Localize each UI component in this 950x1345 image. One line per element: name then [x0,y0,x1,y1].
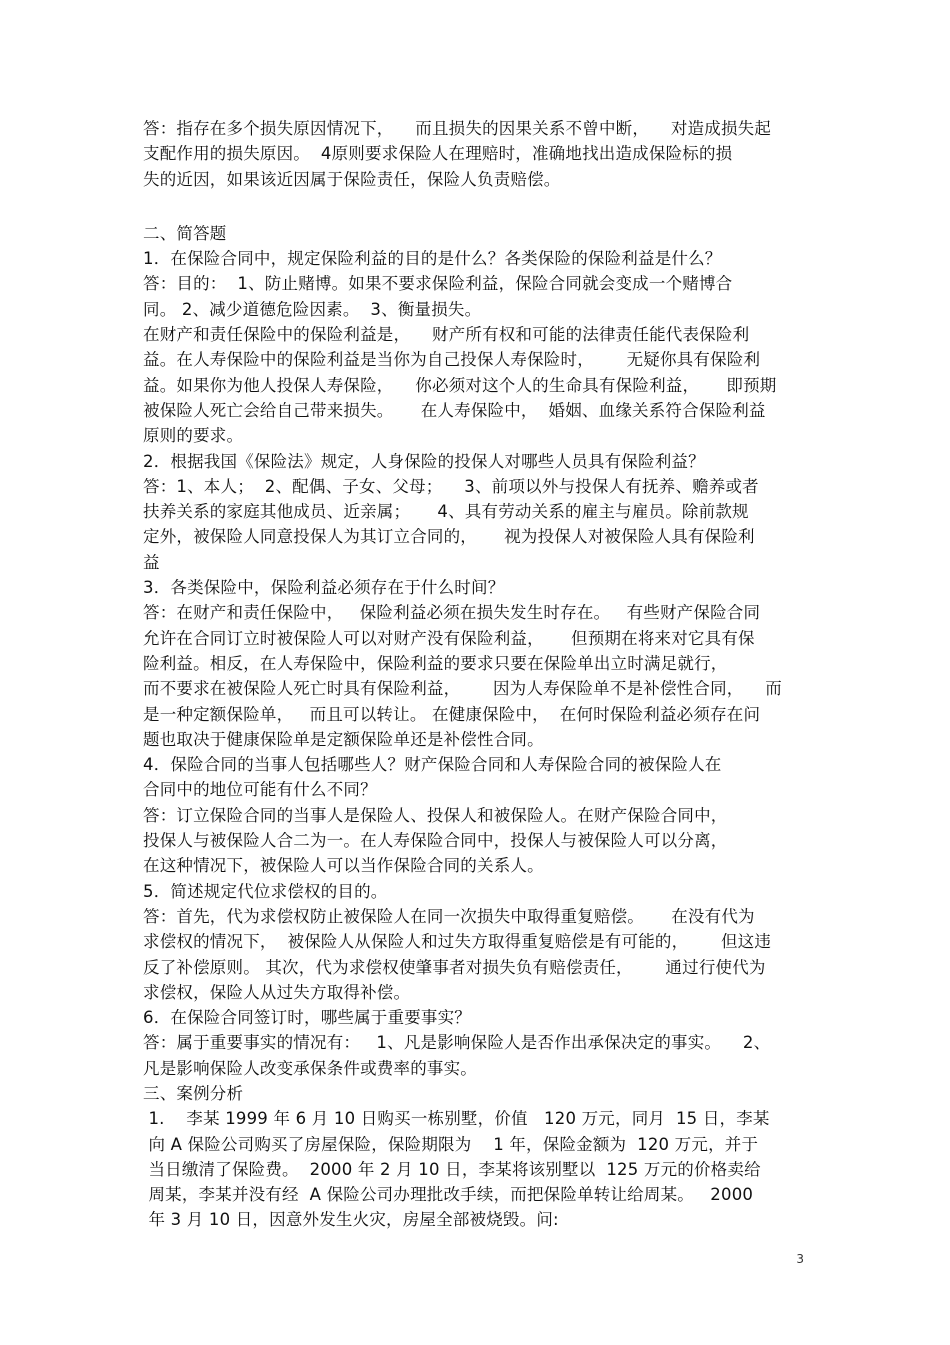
text-line: 险利益。相反，在人寿保险中，保险利益的要求只要在保险单出立时满足就行， [143,653,728,673]
text-line: 反了补偿原则。 其次，代为求偿权使肇事者对损失负有赔偿责任， 通过行使代为 [143,957,766,977]
text-line: 答：目的： 1、防止赌博。如果不要求保险利益，保险合同就会变成一个赌博合 [143,274,733,294]
case-text: 年 3 月 10 日，因意外发生火灾，房屋全部被烧毁。问: [143,1210,559,1230]
text-line: 合同中的地位可能有什么不同？ [143,780,377,800]
question-5: 5．简述规定代位求偿权的目的。 [143,881,388,901]
text-line: 失的近因，如果该近因属于保险责任，保险人负责赔偿。 [143,169,561,189]
text-line: 凡是影响保险人改变承保条件或费率的事实。 [143,1058,477,1078]
section-heading: 二、简答题 [143,223,227,243]
case-text: 周某，李某并没有经 A 保险公司办理批改手续，而把保险单转让给周某。 2000 [143,1185,754,1205]
text-line: 益。在人寿保险中的保险利益是当你为自己投保人寿保险时， 无疑你具有保险利 [143,350,761,370]
text-line: 在财产和责任保险中的保险利益是， 财产所有权和可能的法律责任能代表保险利 [143,325,750,345]
text-line: 答：属于重要事实的情况有： 1、凡是影响保险人是否作出承保决定的事实。 2、 [143,1033,771,1053]
text-line: 投保人与被保险人合二为一。在人寿保险合同中，投保人与被保险人可以分离， [143,831,728,851]
page-body [143,116,813,1233]
text-line: 答：在财产和责任保险中， 保险利益必须在损失发生时存在。 有些财产保险合同 [143,603,761,623]
text-line: 答：1、本人； 2、配偶、子女、父母； 3、前项以外与投保人有抚养、赡养或者 [143,476,759,496]
text-line: 求偿权的情况下， 被保险人从保险人和过失方取得重复赔偿是有可能的， 但这违 [143,932,772,952]
text-line: 同。 2、减少道德危险因素。 3、衡量损失。 [143,299,482,319]
text-line: 扶养关系的家庭其他成员、近亲属； 4、具有劳动关系的雇主与雇员。除前款规 [143,502,749,522]
text-line: 答：首先，代为求偿权防止被保险人在同一次损失中取得重复赔偿。 在没有代为 [143,906,755,926]
text-line: 而不要求在被保险人死亡时具有保险利益， 因为人寿保险单不是补偿性合同， 而 [143,679,782,699]
text-line: 益。如果你为他人投保人寿保险， 你必须对这个人的生命具有保险利益， 即预期 [143,375,777,395]
text-line: 答：订立保险合同的当事人是保险人、投保人和被保险人。在财产保险合同中， [143,805,728,825]
text-line: 在这种情况下，被保险人可以当作保险合同的关系人。 [143,856,544,876]
blank-line [143,192,813,221]
text-line: 原则的要求。 [143,426,244,446]
text-line: 定外，被保险人同意投保人为其订立合同的， 视为投保人对被保险人具有保险利 [143,527,755,547]
text-line: 益 [143,552,160,572]
text-line: 是一种定额保险单， 而且可以转让。 在健康保险中， 在何时保险利益必须存在问 [143,704,761,724]
case-text: 向 A 保险公司购买了房屋保险，保险期限为 1 年，保险金额为 120 万元，并于 [143,1134,759,1154]
text-line: 允许在合同订立时被保险人可以对财产没有保险利益， 但预期在将来对它具有保 [143,628,755,648]
question-2: 2．根据我国《保险法》规定，人身保险的投保人对哪些人员具有保险利益？ [143,451,705,471]
question-4: 4．保险合同的当事人包括哪些人？财产保险合同和人寿保险合同的被保险人在 [143,755,722,775]
case-text: 当日缴清了保险费。 2000 年 2 月 10 日，李某将该别墅以 125 万元的价格卖给 [143,1159,761,1179]
case-text: 1. 李某 1999 年 6 月 10 日购买一栋别墅，价值 120 万元，同月 15 日，李某 [143,1109,770,1129]
text-line: 支配作用的损失原因。 4原则要求保险人在理赔时，准确地找出造成保险标的损 [143,144,733,164]
section-heading: 三、案例分析 [143,1083,244,1103]
text-line: 求偿权，保险人从过失方取得补偿。 [143,982,411,1002]
text-line: 答：指存在多个损失原因情况下， 而且损失的因果关系不曾中断， 对造成损失起 [143,119,772,138]
text-line: 题也取决于健康保险单是定额保险单还是补偿性合同。 [143,729,544,749]
question-3: 3．各类保险中，保险利益必须存在于什么时间？ [143,578,505,598]
text-line: 被保险人死亡会给自己带来损失。 在人寿保险中， 婚姻、血缘关系符合保险利益 [143,400,766,420]
page-number: 3 [796,1252,804,1266]
question-6: 6．在保险合同签订时，哪些属于重要事实？ [143,1008,471,1028]
question-1: 1．在保险合同中，规定保险利益的目的是什么？各类保险的保险利益是什么？ [143,249,722,269]
